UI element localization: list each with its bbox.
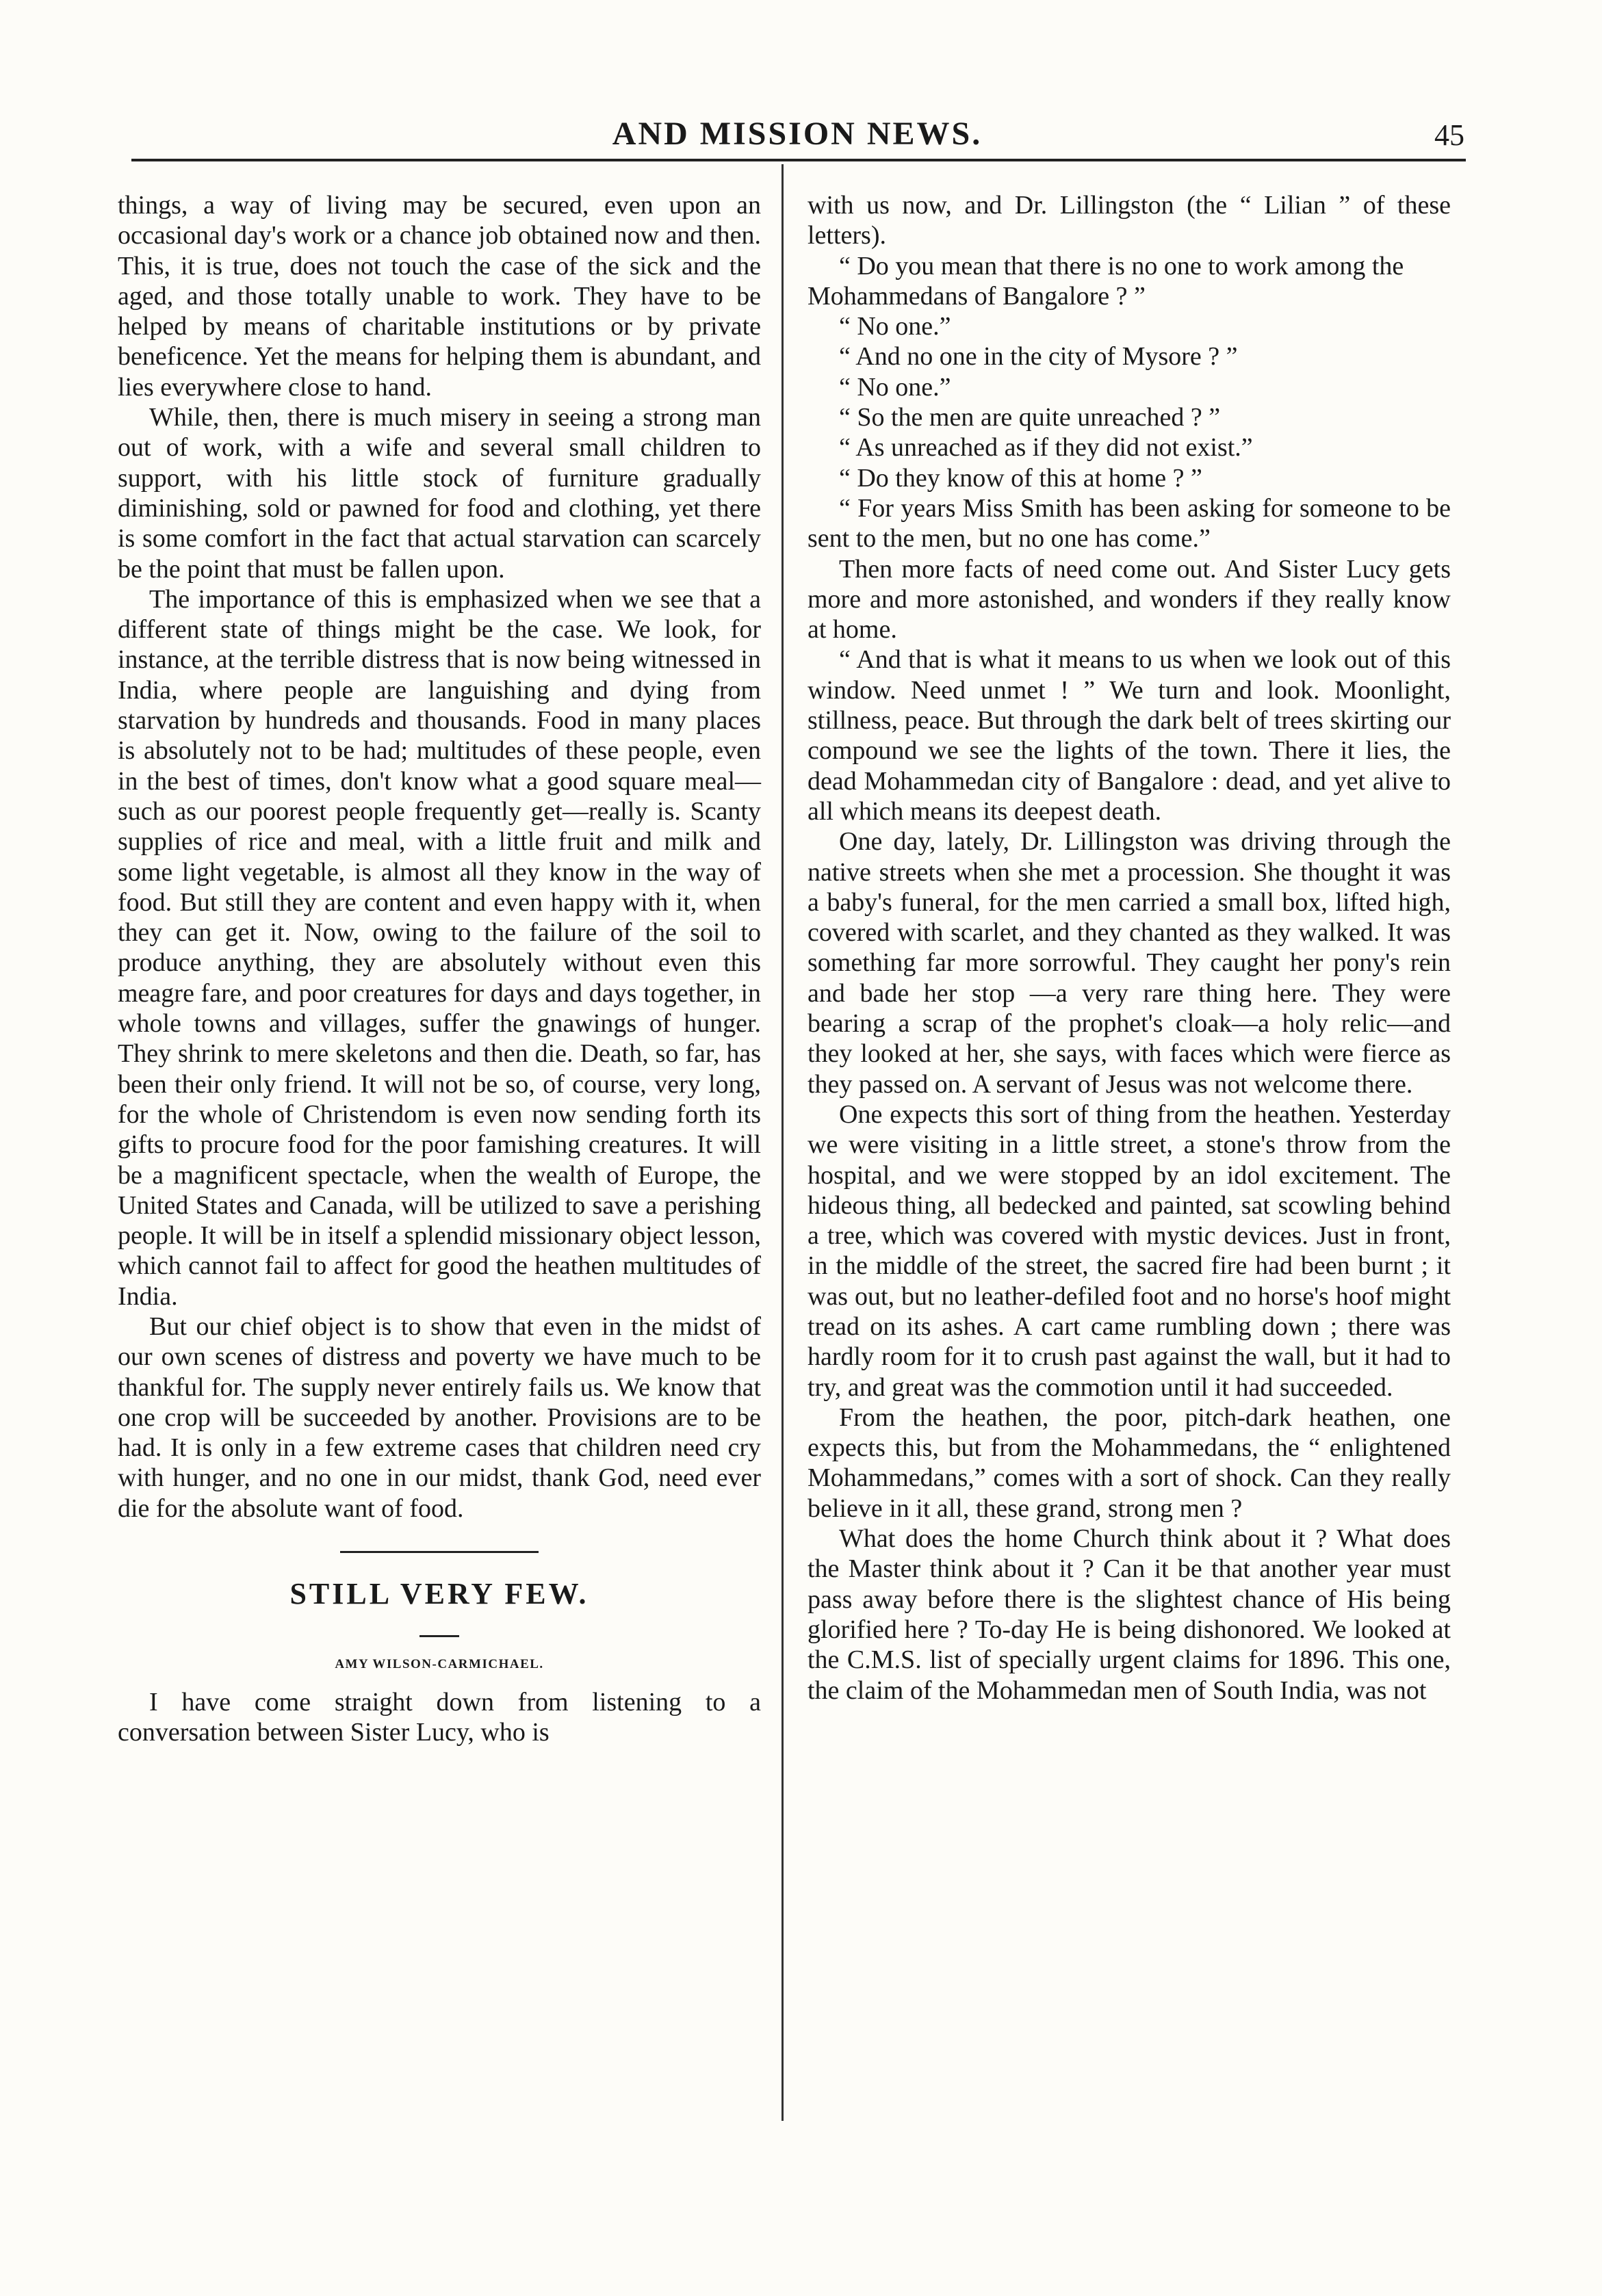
paragraph: The importance of this is emphasized when we see that a different state of things might be the case. We look, for instance, at the terrible distress that is now being witnessed in India, where people are languishing and dying from starvation by hundreds and thousands. Food in many places is absolutely not to be had; multitudes of these people, even in the best of times, don't know what a good square meal—such as our poorest people frequently get—really is. Scanty supplies of rice and meal, with a little fruit and milk and some light vegetable, is almost all they know in the way of food. But still they are content and even happy with it, when they can get it. Now, owing to the failure of the soil to produce anything, they are absolutely without even this meagre fare, and poor creatures for days and days together, in whole towns and villages, suffer the gnawings of hunger. They shrink to mere skeletons and then die. Death, so far, has been their only friend. It will not be so, of course, very long, for the whole of Christendom is even now sending forth its gifts to procure food for the poor famishing creatures. It will be a magnificent spectacle, when the wealth of Europe, the United States and Canada, will be utilized to save a perishing people. It will be in itself a splendid missionary object lesson, which cannot fail to affect for good the heathen multitudes of India.	[118, 584, 761, 1311]
paragraph: From the heathen, the poor, pitch-dark heathen, one expects this, but from the Mohammedans, the “ enlightened Mohammedans,” comes with a sort of shock. Can they really believe in it all, these grand, strong men ?	[808, 1403, 1451, 1523]
paragraph: One day, lately, Dr. Lillingston was driving through the native streets when she met a procession. She thought it was a baby's funeral, for the men carried a small box, lifted high, covered with scarlet, and they chanted as they walked. It was something far more sorrowful. They caught her pony's rein and bade her stop —a very rare thing here. They were bearing a scrap of the prophet's cloak—a holy relic—and they looked at her, she says, with faces which were fierce as they passed on. A servant of Jesus was not welcome there.	[808, 827, 1451, 1099]
paragraph: But our chief object is to show that even in the midst of our own scenes of distress and poverty we have much to be thankful for. The supply never entirely fails us. We know that one crop will be succeeded by another. Provisions are to be had. It is only in a few extreme cases that children need cry with hunger, and no one in our midst, thank God, need ever die for the absolute want of food.	[118, 1312, 761, 1523]
left-column	[118, 190, 761, 1747]
article-opening: I have come straight down from listening to a conversation between Sister Lucy, who is	[118, 1687, 761, 1747]
dialogue-line: “ No one.”	[839, 312, 951, 341]
byline: AMY WILSON-CARMICHAEL.	[335, 1657, 544, 1672]
section-divider	[340, 1551, 539, 1553]
dialogue-line: “ So the men are quite unreached ? ”	[839, 403, 1221, 432]
column-divider	[781, 164, 784, 2121]
dialogue-line: “ Do you mean that there is no one to work among the Mohammedans of Bangalore ? ”	[808, 251, 1404, 311]
header-rule	[131, 159, 1466, 161]
running-title: AND MISSION NEWS.	[612, 116, 983, 152]
dialogue-line: “ And no one in the city of Mysore ? ”	[839, 342, 1238, 371]
paragraph: One expects this sort of thing from the heathen. Yesterday we were visiting in a little street, a stone's throw from the hospital, and we were stopped by an idol excitement. The hideous thing, all bedecked and painted, sat scowling behind a tree, which was covered with mystic devices. Just in front, in the middle of the street, the sacred fire had been burnt ; it was out, but no leather-defiled foot and no horse's hoof might tread on its ashes. A cart came rumbling down ; there was hardly room for it to crush past against the wall, but it had to try, and great was the commotion until it had succeeded.	[808, 1099, 1451, 1402]
paragraph: What does the home Church think about it ? What does the Master think about it ? Can it be that another year must pass away before there is the slightest chance of His being glorified here ? To-day He is being dishonored. We looked at the C.M.S. list of specially urgent claims for 1896. This one, the claim of the Mohammedan men of South India, was not	[808, 1524, 1451, 1705]
right-column	[808, 190, 1451, 1706]
article-title: STILL VERY FEW.	[289, 1577, 589, 1611]
dialogue-line: “ Do they know of this at home ? ”	[839, 463, 1202, 493]
paragraph: things, a way of living may be secured, even upon an occasional day's work or a chance job obtained now and then. This, it is true, does not touch the case of the sick and the aged, and those totally unable to work. They have to be helped by means of charitable institutions or by private beneficence. Yet the means for helping them is abundant, and lies everywhere close to hand.	[118, 191, 761, 402]
paragraph: with us now, and Dr. Lillingston (the “ Lilian ” of these letters).	[808, 191, 1451, 250]
dialogue-line: “ No one.”	[839, 372, 951, 402]
dialogue-line: “ For years Miss Smith has been asking for someone to be sent to the men, but no one has come.”	[808, 493, 1451, 553]
paragraph: Then more facts of need come out. And Sister Lucy gets more and more astonished, and wonders if they really know at home.	[808, 554, 1451, 644]
paragraph: While, then, there is much misery in seeing a strong man out of work, with a wife and several small children to support, with his little stock of furniture gradually diminishing, sold or pawned for food and clothing, yet there is some comfort in the fact that actual starvation can scarcely be the point that must be fallen upon.	[118, 403, 761, 584]
title-rule	[419, 1635, 459, 1637]
paragraph: “ And that is what it means to us when we look out of this window. Need unmet ! ” We turn and look. Moonlight, stillness, peace. But through the dark belt of trees skirting our compound we see the lights of the town. There it lies, the dead Mohammedan city of Bangalore : dead, and yet alive to all which means its deepest death.	[808, 645, 1451, 826]
dialogue-line: “ As unreached as if they did not exist.”	[839, 433, 1253, 462]
running-head	[130, 115, 1464, 156]
page-number: 45	[1434, 118, 1464, 152]
